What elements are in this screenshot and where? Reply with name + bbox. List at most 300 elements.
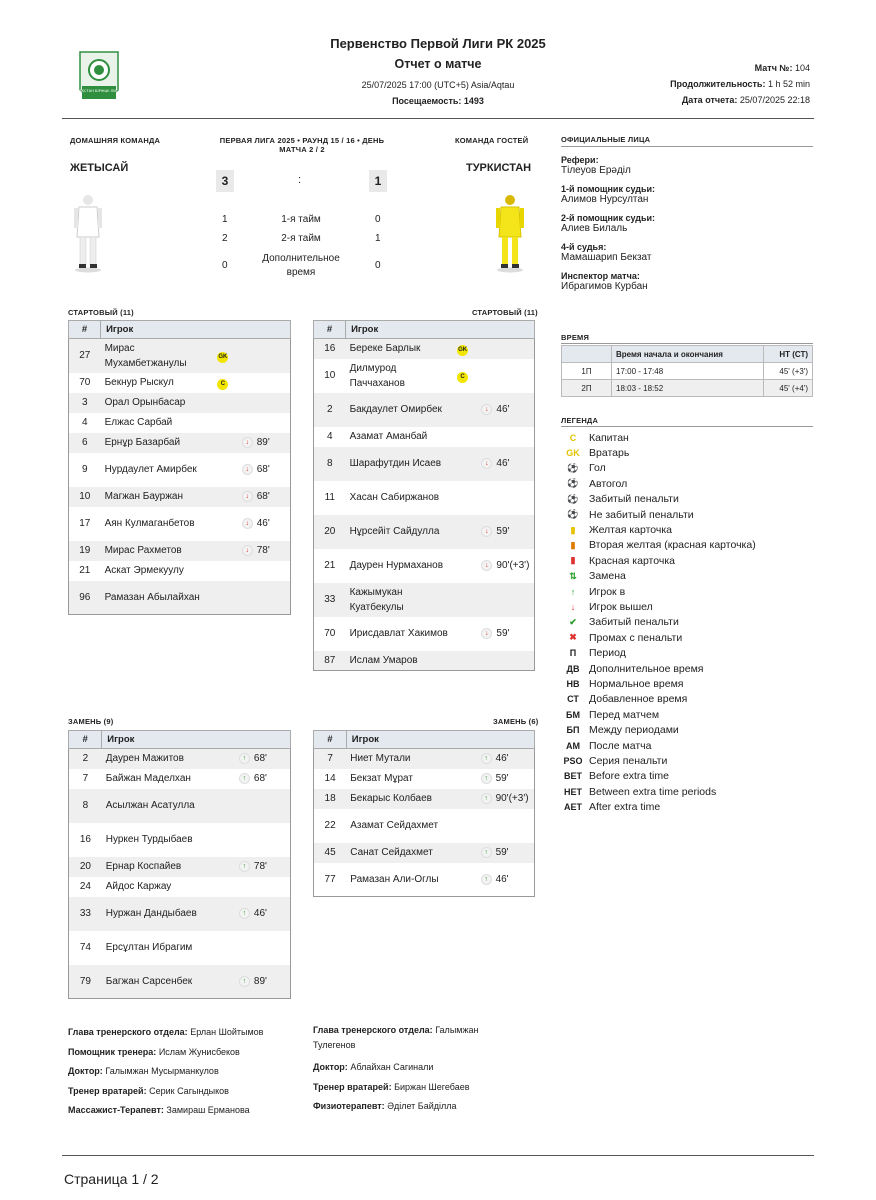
player-event: [238, 393, 291, 413]
legend-text: After extra time: [589, 801, 661, 814]
player-role: [454, 809, 476, 843]
player-role: [453, 651, 477, 671]
legend-text: Вторая желтая (красная карточка): [589, 539, 756, 552]
legend-abbr: БМ: [566, 709, 580, 720]
player-row: [314, 769, 535, 789]
player-number: 87: [314, 651, 346, 671]
staff-member: [68, 1023, 298, 1043]
half1-away: 0: [375, 214, 381, 225]
time-header-period: [562, 346, 612, 363]
player-event: [477, 427, 534, 447]
player-row: [69, 413, 291, 433]
player-event: [477, 515, 534, 549]
player-event: [477, 651, 534, 671]
player-row: [314, 789, 535, 809]
player-row: [69, 507, 291, 541]
header-divider: [62, 118, 814, 119]
player-number: 79: [69, 965, 102, 999]
legend-item: [563, 615, 756, 630]
away-team-label: КОМАНДА ГОСТЕЙ: [455, 136, 529, 145]
staff-member: [313, 1097, 513, 1117]
player-name: Айдос Каржау: [105, 881, 172, 892]
event-minute: 59': [495, 773, 509, 784]
player-role: [212, 789, 235, 823]
legend-item: [563, 799, 756, 814]
goal-icon: ⚽: [567, 462, 579, 473]
event-minute: 46': [256, 518, 270, 529]
player-out-icon: ↓: [242, 545, 253, 556]
staff-member: [68, 1043, 298, 1063]
legend-item: [563, 569, 756, 584]
legend-abbr: НВ: [566, 678, 580, 689]
home-team-name: ЖЕТЫСАЙ: [70, 162, 129, 174]
player-event: [238, 541, 291, 561]
player-role: [213, 413, 237, 433]
player-name: Байжан Маделхан: [105, 773, 191, 784]
player-in-icon: ↑: [239, 976, 250, 987]
player-event: [238, 507, 291, 541]
player-event: [477, 339, 534, 359]
player-number: 17: [79, 518, 91, 529]
player-event: [238, 373, 291, 393]
event-minute: 68': [253, 753, 267, 765]
captain-icon: C: [457, 372, 468, 383]
player-number: 7: [82, 773, 89, 784]
player-number: 96: [69, 581, 101, 615]
legend-text: Дополнительное время: [589, 662, 704, 675]
player-number: 18: [314, 789, 347, 809]
table-header: [314, 731, 535, 749]
time-added: 45' (+4'): [763, 380, 812, 397]
staff-role: Доктор:: [68, 1066, 103, 1076]
player-name: Санат Сейдахмет: [346, 843, 454, 863]
legend-list: [563, 430, 756, 815]
player-number: 70: [324, 628, 336, 639]
league-logo: [71, 50, 127, 106]
player-event: [238, 487, 291, 507]
legend-item: [563, 784, 756, 799]
legend-item: [563, 476, 756, 491]
player-name: Азамат Сейдахмет: [350, 820, 439, 831]
player-row: [69, 373, 291, 393]
player-number: 7: [314, 749, 347, 769]
home-staff: [68, 1023, 298, 1121]
legend-text: После матча: [589, 739, 652, 752]
player-name: Ислам Умаров: [346, 651, 454, 671]
player-role: [453, 427, 477, 447]
player-name: Хасан Сабиржанов: [349, 492, 440, 503]
legend-abbr: PSO: [563, 755, 583, 766]
staff-role: Помощник тренера:: [68, 1046, 157, 1057]
player-name: Даурен Мажитов: [102, 749, 212, 769]
page-number: Страница 1 / 2: [64, 1171, 159, 1187]
player-event: [477, 359, 534, 393]
legend-abbr: ДВ: [566, 663, 580, 674]
player-name: Бекарыс Колбаев: [346, 789, 454, 809]
player-out-icon: ↓: [242, 491, 253, 502]
event-minute: 46': [495, 873, 509, 885]
player-name: Ернар Коспайев: [102, 857, 212, 877]
player-name: Асылжан Асатулла: [102, 789, 212, 823]
player-out-icon: ↓: [481, 560, 492, 571]
player-event: [238, 453, 291, 487]
player-name: Дилмурод Паччаханов: [349, 362, 405, 389]
legend-item: [563, 692, 756, 707]
player-role: [454, 789, 476, 809]
legend-title: ЛЕГЕНДА: [561, 416, 599, 425]
legend-item: [563, 461, 756, 476]
official-name: Мамашарип Бекзат: [561, 252, 652, 263]
legend-abbr: AET: [564, 802, 582, 813]
player-role: [453, 583, 477, 617]
player-name: Рамазан Али-Оглы: [350, 873, 439, 885]
player-name: Ирисдавлат Хакимов: [349, 628, 448, 639]
player-event: [477, 749, 535, 769]
player-number: 24: [79, 881, 91, 892]
staff-name: Серик Сагындыков: [149, 1085, 229, 1096]
official-name: Алиев Билаль: [561, 223, 628, 234]
player-name: Бекзат Мұрат: [350, 773, 413, 784]
col-number-header: #: [69, 731, 102, 749]
official-name: Алимов Нурсултан: [561, 194, 649, 205]
legend-text: Игрок в: [589, 585, 626, 598]
legend-text: Добавленное время: [589, 693, 688, 706]
player-number: 2: [314, 393, 346, 427]
player-number: 16: [314, 339, 346, 359]
player-row: [314, 427, 535, 447]
legend-item: [563, 753, 756, 768]
extra-label: Дополнительное время: [262, 253, 340, 278]
player-out-icon: ↓: [481, 628, 492, 639]
report-title: Первенство Первой Лиги РК 2025: [330, 36, 546, 51]
player-name: Ерсұлтан Ибрагим: [105, 942, 193, 953]
player-in-icon: ↑: [239, 908, 250, 919]
legend-item: [563, 769, 756, 784]
legend-item: [563, 492, 756, 507]
yellow-card-icon: ▮: [570, 524, 576, 535]
staff-role: Доктор:: [313, 1062, 348, 1072]
player-role: [213, 373, 237, 393]
player-row: [314, 515, 535, 549]
player-event: [477, 809, 535, 843]
player-out-icon: ↓: [481, 404, 492, 415]
player-role: [454, 843, 476, 863]
table-header: [314, 321, 535, 339]
staff-role: Глава тренерского отдела:: [313, 1025, 433, 1035]
official-role: 2-й помощник судьи:: [561, 213, 656, 223]
player-in-icon: ↑: [239, 773, 250, 784]
player-name: Даурен Нурмаханов: [349, 560, 444, 571]
player-number: 9: [82, 464, 88, 475]
home-subs-table: [68, 730, 291, 999]
player-name: Береке Барлык: [346, 339, 454, 359]
goalkeeper-icon: GK: [217, 352, 228, 363]
away-kit-icon: [494, 193, 526, 273]
staff-name: Ислам Жунисбеков: [158, 1046, 240, 1057]
col-number-header: #: [314, 321, 346, 339]
away-starting-label: СТАРТОВЫЙ (11): [472, 308, 538, 317]
player-role: [453, 481, 477, 515]
goalkeeper-icon: GK: [457, 345, 468, 356]
player-role: [213, 453, 237, 487]
player-role: [212, 931, 235, 965]
legend-text: Капитан: [589, 431, 629, 444]
logo-text: ҚАЗАҚСТАН БІРІНШІ ЛИГАСЫ: [71, 89, 127, 93]
legend-item: [563, 738, 756, 753]
home-starting-label: СТАРТОВЫЙ (11): [68, 308, 134, 317]
player-event: [235, 749, 291, 769]
col-number-header: #: [314, 731, 347, 749]
player-number: 8: [69, 789, 102, 823]
player-in-icon: ↑: [481, 773, 492, 784]
col-player-header: Игрок: [101, 321, 291, 339]
legend-text: Перед матчем: [589, 708, 660, 721]
player-event: [235, 931, 291, 965]
player-number: 74: [79, 942, 91, 953]
time-range: 18:03 - 18:52: [612, 380, 764, 397]
legend-text: Серия пенальти: [589, 754, 668, 767]
time-period: 1П: [562, 363, 612, 380]
player-role: [453, 549, 477, 583]
legend-item: [563, 676, 756, 691]
player-row: [69, 789, 291, 823]
staff-member: [313, 1078, 513, 1098]
event-minute: 68': [256, 464, 270, 475]
player-role: [453, 393, 477, 427]
legend-abbr: АМ: [566, 740, 580, 751]
footer-divider: [62, 1155, 814, 1156]
official-name: Ибрагимов Курбан: [561, 281, 648, 292]
staff-member: [313, 1058, 513, 1078]
player-row: [69, 581, 291, 615]
legend-divider: [561, 426, 813, 427]
staff-member: [68, 1062, 298, 1082]
player-name: Аскат Эрмекуулу: [104, 565, 184, 576]
player-row: [314, 359, 535, 393]
legend-text: Between extra time periods: [589, 785, 717, 798]
player-row: [69, 769, 291, 789]
player-number: 10: [324, 370, 336, 381]
player-in-icon: ↑: [239, 753, 250, 764]
player-name: Шарафутдин Исаев: [346, 447, 454, 481]
staff-name: Биржан Шегебаев: [394, 1081, 470, 1092]
player-role: [453, 447, 477, 481]
legend-text: Игрок вышел: [589, 600, 653, 613]
legend-text: Забитый пенальти: [589, 616, 679, 629]
event-minute: 90'(+3'): [496, 560, 530, 571]
player-row: [314, 583, 535, 617]
player-event: [238, 413, 291, 433]
table-header: [69, 731, 291, 749]
legend-item: [563, 553, 756, 568]
legend-abbr: HET: [564, 786, 582, 797]
home-starting-table: [68, 320, 291, 615]
player-role: [454, 863, 476, 897]
player-number: 21: [79, 565, 91, 576]
attendance-value: 1493: [463, 96, 484, 106]
player-name: Мирас Мухамбетжанулы: [101, 339, 214, 373]
legend-item: [563, 661, 756, 676]
player-number: 70: [79, 377, 91, 388]
player-name: Бекнур Рыскул: [104, 377, 174, 388]
staff-role: Тренер вратарей:: [313, 1081, 392, 1092]
player-event: [477, 617, 534, 651]
event-minute: 46': [496, 404, 510, 415]
legend-item: [563, 707, 756, 722]
event-minute: 78': [253, 861, 267, 872]
player-event: [235, 789, 291, 823]
staff-name: Ерлан Шойтымов: [190, 1027, 264, 1037]
player-in-icon: ↑: [481, 753, 492, 764]
player-name: Ернұр Базарбай: [101, 433, 214, 453]
half2-away: 1: [375, 233, 381, 244]
time-table: [561, 345, 813, 397]
match-datetime: 25/07/2025 17:00 (UTC+5) Asia/Aqtau: [361, 80, 515, 90]
player-number: 22: [324, 820, 336, 831]
player-event: [235, 965, 291, 999]
home-subs-label: ЗАМЕНЬ (9): [68, 717, 114, 726]
event-minute: 78': [256, 545, 270, 556]
player-row: [314, 843, 535, 863]
player-event: [238, 561, 291, 581]
player-name: Нурдаулет Амирбек: [104, 464, 197, 475]
time-period: 2П: [562, 380, 612, 397]
event-minute: 46': [495, 753, 509, 765]
player-number: 8: [314, 447, 346, 481]
player-out-icon: ↓: [481, 458, 492, 469]
player-role: [212, 897, 235, 931]
player-number: 11: [324, 492, 335, 503]
away-subs-table: [313, 730, 535, 897]
player-row: [69, 749, 291, 769]
staff-name: Галымжан Тулегенов: [313, 1025, 479, 1050]
player-role: [213, 581, 237, 615]
event-minute: 90'(+3'): [495, 793, 529, 804]
staff-role: Массажист-Терапевт:: [68, 1105, 164, 1115]
player-number: 21: [324, 560, 336, 571]
legend-abbr: П: [569, 648, 577, 659]
score-separator: :: [298, 174, 302, 186]
player-row: [314, 447, 535, 481]
official-role: 1-й помощник судьи:: [561, 184, 656, 194]
player-name: Аян Кулмаганбетов: [104, 518, 195, 529]
player-out-icon: ↓: [242, 464, 253, 475]
col-number-header: #: [69, 321, 101, 339]
legend-abbr: БП: [566, 725, 580, 736]
home-score: 3: [216, 170, 234, 192]
staff-member: [68, 1101, 298, 1121]
player-event: [477, 843, 535, 863]
player-name: Кажымукан Куатбекулы: [346, 583, 454, 617]
player-role: [453, 515, 477, 549]
player-role: [213, 393, 237, 413]
staff-name: Әділет Байділла: [387, 1101, 457, 1111]
player-row: [314, 339, 535, 359]
player-event: [477, 447, 534, 481]
extra-home: 0: [222, 260, 228, 271]
player-name: Мирас Рахметов: [101, 541, 214, 561]
player-row: [69, 339, 291, 373]
time-divider: [561, 343, 813, 344]
event-minute: 68': [256, 491, 270, 502]
player-event: [477, 393, 534, 427]
player-number: 45: [314, 843, 347, 863]
player-name: Нуржан Дандыбаев: [102, 897, 212, 931]
player-role: [453, 617, 477, 651]
player-name: Рамазан Абылайхан: [101, 581, 214, 615]
half2-label: 2-я тайм: [281, 233, 321, 244]
legend-text: Красная карточка: [589, 554, 675, 567]
player-out-icon: ↓: [242, 437, 253, 448]
legend-abbr: BET: [564, 771, 582, 782]
legend-text: Забитый пенальти: [589, 493, 679, 506]
away-subs-label: ЗАМЕНЬ (6): [493, 717, 539, 726]
player-row: [69, 453, 291, 487]
player-number: 33: [314, 583, 346, 617]
time-added: 45' (+3'): [763, 363, 812, 380]
player-row: [69, 433, 291, 453]
player-event: [477, 789, 535, 809]
official-role: Инспектор матча:: [561, 271, 640, 281]
player-event: [477, 863, 535, 897]
player-role: [212, 857, 235, 877]
player-number: 14: [324, 773, 336, 784]
legend-text: Before extra time: [589, 770, 669, 783]
player-event: [238, 581, 291, 615]
away-team-name: ТУРКИСТАН: [466, 162, 532, 174]
half2-home: 2: [222, 233, 228, 244]
event-minute: 46': [253, 908, 267, 919]
player-row: [314, 549, 535, 583]
player-out-icon: ↓: [242, 518, 253, 529]
legend-text: Автогол: [589, 477, 628, 490]
player-number: 6: [69, 433, 101, 453]
away-score: 1: [369, 170, 387, 192]
player-event: [235, 877, 291, 897]
penalty-scored-icon: ⚽: [567, 493, 579, 504]
staff-name: Замираш Ерманова: [166, 1105, 250, 1115]
legend-abbr: СТ: [567, 694, 579, 705]
player-role: [213, 487, 237, 507]
event-minute: 68': [253, 773, 267, 784]
legend-text: Вратарь: [589, 447, 630, 460]
player-row: [69, 393, 291, 413]
player-number: 20: [314, 515, 346, 549]
captain-icon: C: [569, 432, 577, 443]
legend-item: [563, 522, 756, 537]
player-in-icon: ↑: [239, 861, 250, 872]
legend-text: Желтая карточка: [589, 524, 673, 537]
legend-item: [563, 538, 756, 553]
staff-role: Глава тренерского отдела:: [68, 1027, 188, 1037]
player-row: [69, 877, 291, 897]
official-role: Рефери:: [561, 155, 599, 165]
table-header: [69, 321, 291, 339]
player-row: [69, 965, 291, 999]
staff-role: Тренер вратарей:: [68, 1085, 147, 1096]
player-role: [213, 507, 237, 541]
match-info: ПЕРВАЯ ЛИГА 2025 • РАУНД 15 / 16 • ДЕНЬ МАТЧА 2 / 2: [219, 136, 385, 154]
duration-label: Продолжительность:: [670, 79, 766, 89]
player-number: 20: [69, 857, 102, 877]
player-number: 3: [69, 393, 101, 413]
player-name: Бакдаулет Омирбек: [346, 393, 454, 427]
player-row: [314, 651, 535, 671]
player-name: Азамат Аманбай: [349, 431, 428, 442]
player-row: [314, 393, 535, 427]
legend-text: Гол: [589, 462, 606, 475]
col-player-header: Игрок: [346, 321, 535, 339]
